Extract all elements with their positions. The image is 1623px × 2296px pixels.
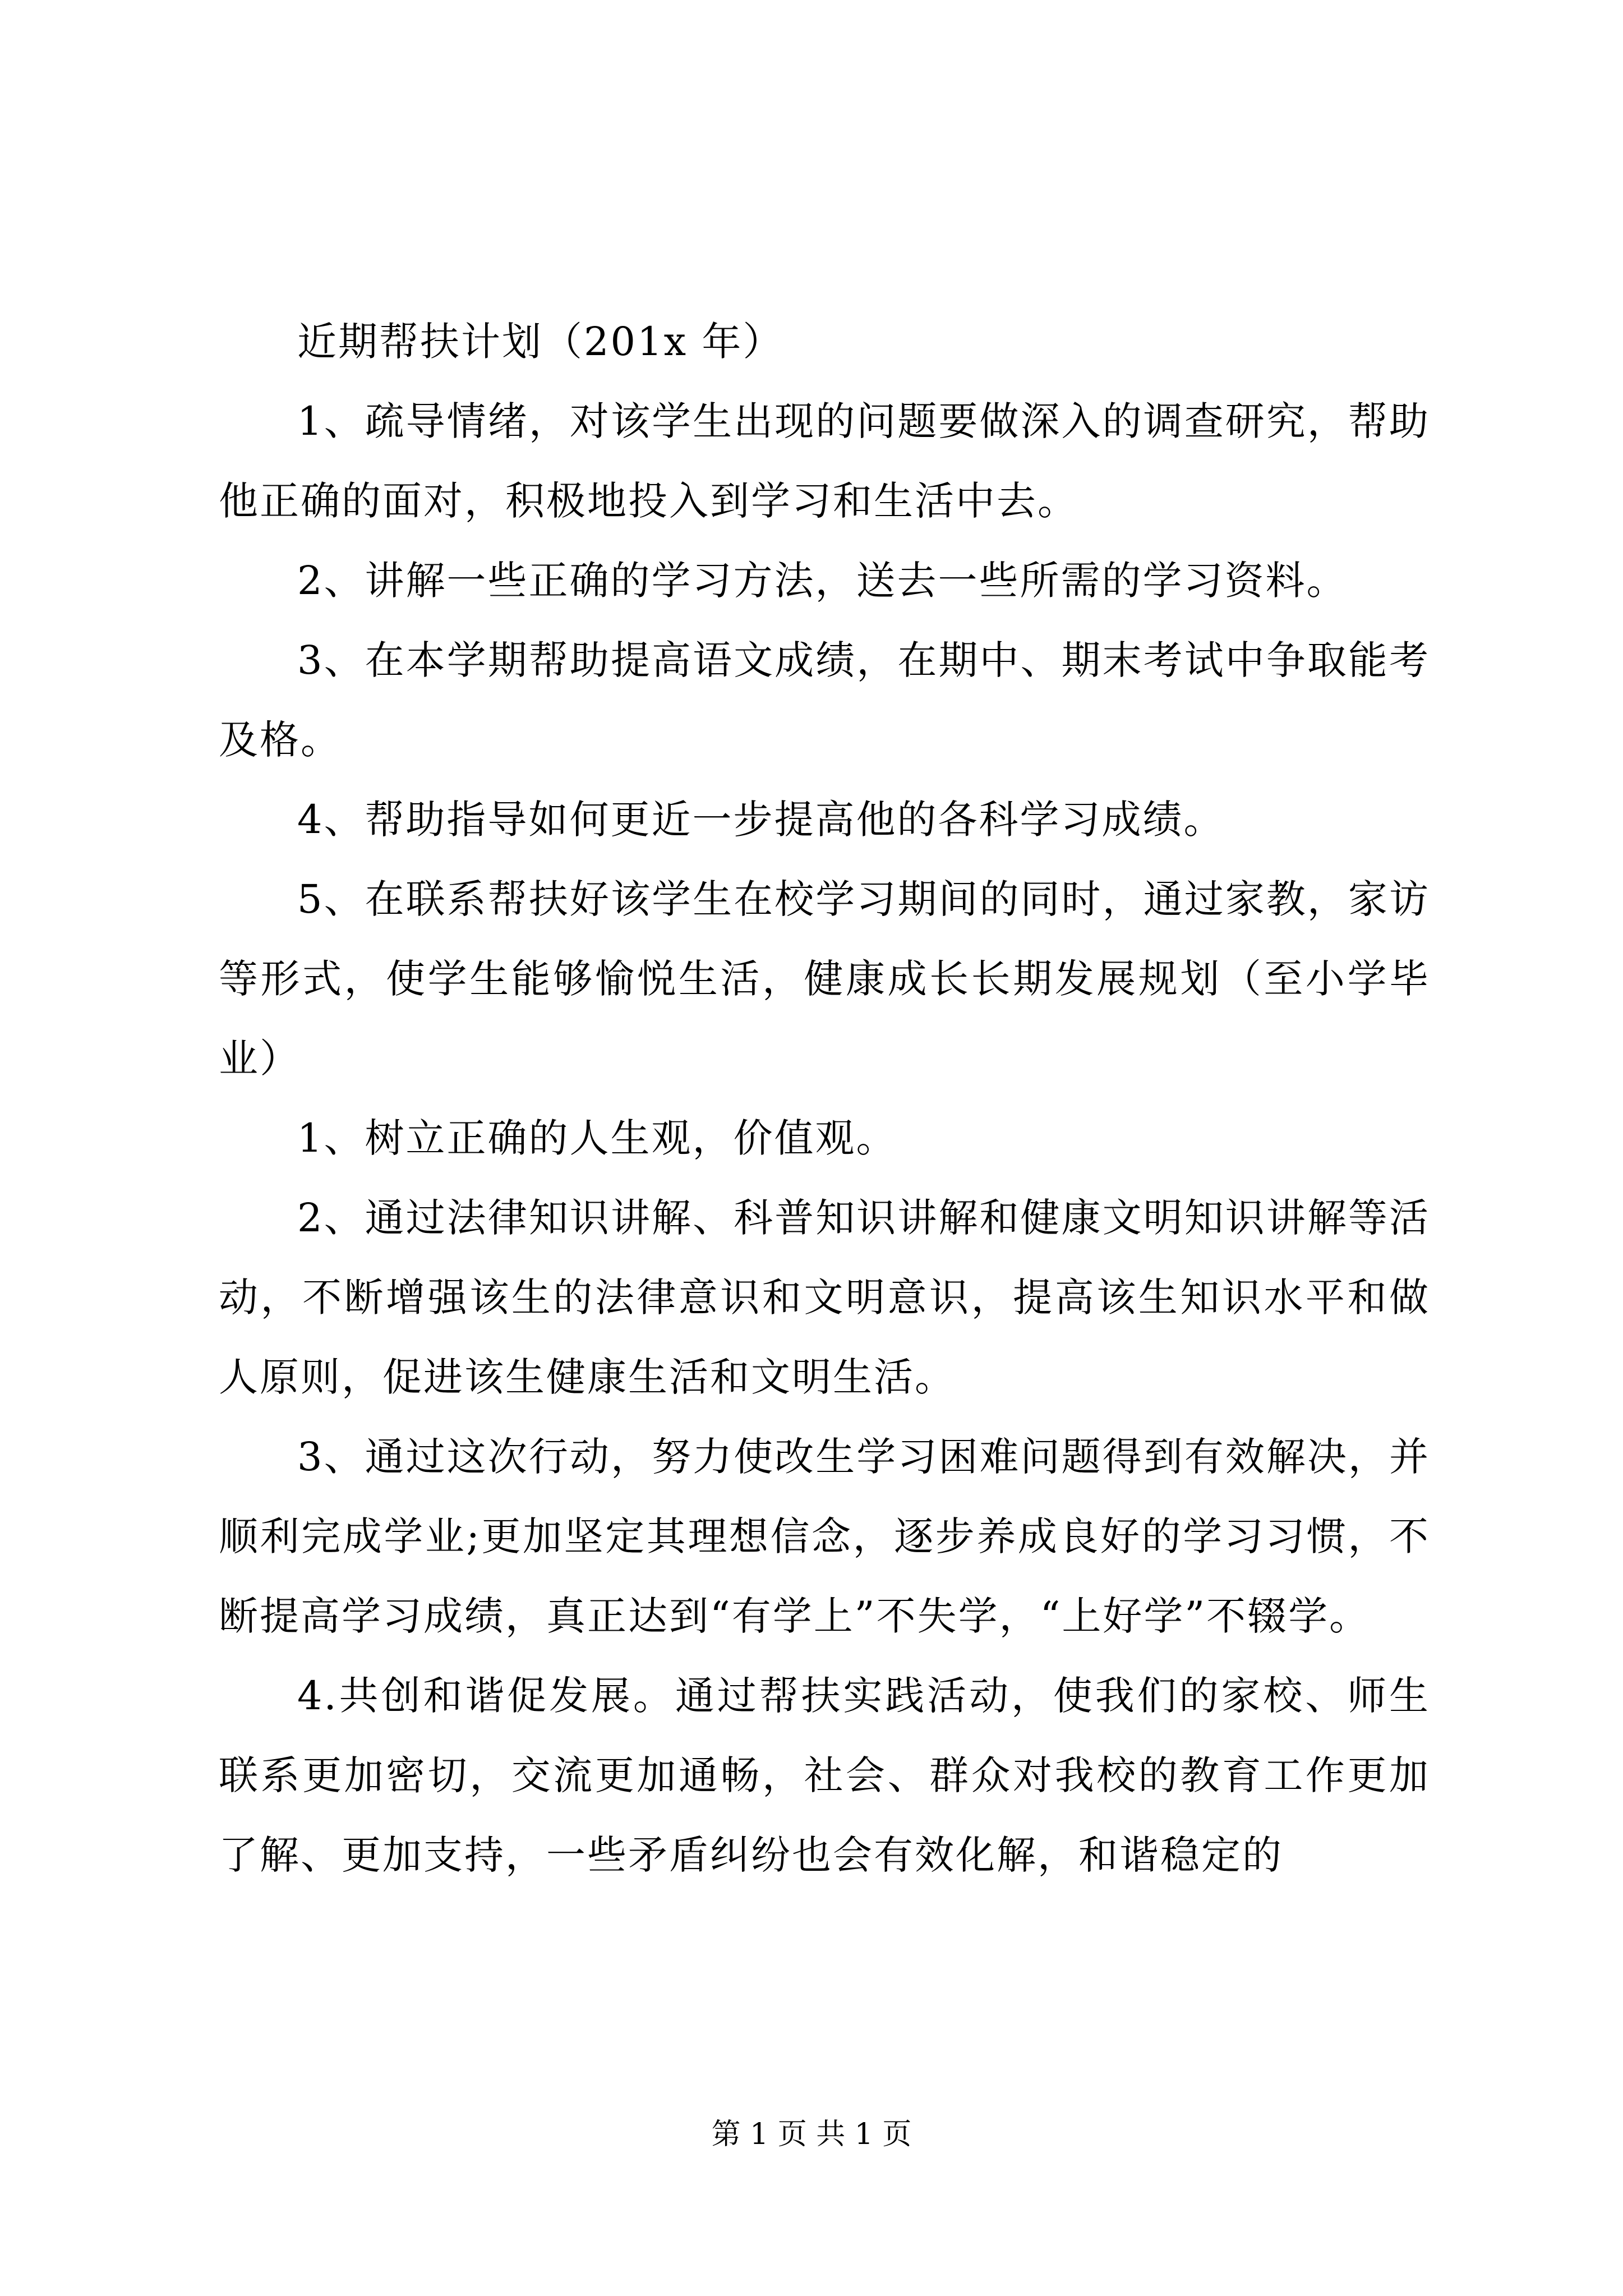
- paragraph-7: 2、通过法律知识讲解、科普知识讲解和健康文明知识讲解等活动，不断增强该生的法律意识和文明意识，提高该生知识水平和做人原则，促进该生健康生活和文明生活。: [219, 1195, 1430, 1400]
- plan-heading: 近期帮扶计划（201x 年）: [297, 319, 784, 365]
- paragraph-1: 1、疏导情绪，对该学生出现的问题要做深入的调查研究，帮助他正确的面对，积极地投入到学习和生活中去。: [219, 398, 1430, 524]
- paragraph-2: 2、讲解一些正确的学习方法，送去一些所需的学习资料。: [297, 558, 1348, 604]
- document-body: [219, 302, 1430, 1895]
- paragraph-9: 4.共创和谐促发展。通过帮扶实践活动，使我们的家校、师生联系更加密切，交流更加通畅，社会、群众对我校的教育工作更加了解、更加支持，一些矛盾纠纷也会有效化解，和谐稳定的: [219, 1673, 1430, 1878]
- paragraph-5: 5、在联系帮扶好该学生在校学习期间的同时，通过家教，家访等形式，使学生能够愉悦生活，健康成长长期发展规划（至小学毕业）: [219, 876, 1430, 1082]
- page-footer: 第 1 页 共 1 页: [711, 2118, 912, 2151]
- paragraph-8: 3、通过这次行动，努力使改生学习困难问题得到有效解决，并顺利完成学业;更加坚定其理想信念，逐步养成良好的学习习惯，不断提高学习成绩，真正达到“有学上”不失学，“上好学”不辍学。: [219, 1434, 1430, 1639]
- paragraph-6: 1、树立正确的人生观，价值观。: [297, 1115, 897, 1161]
- paragraph-3: 3、在本学期帮助提高语文成绩，在期中、期末考试中争取能考及格。: [219, 637, 1430, 763]
- paragraph-4: 4、帮助指导如何更近一步提高他的各科学习成绩。: [297, 797, 1225, 843]
